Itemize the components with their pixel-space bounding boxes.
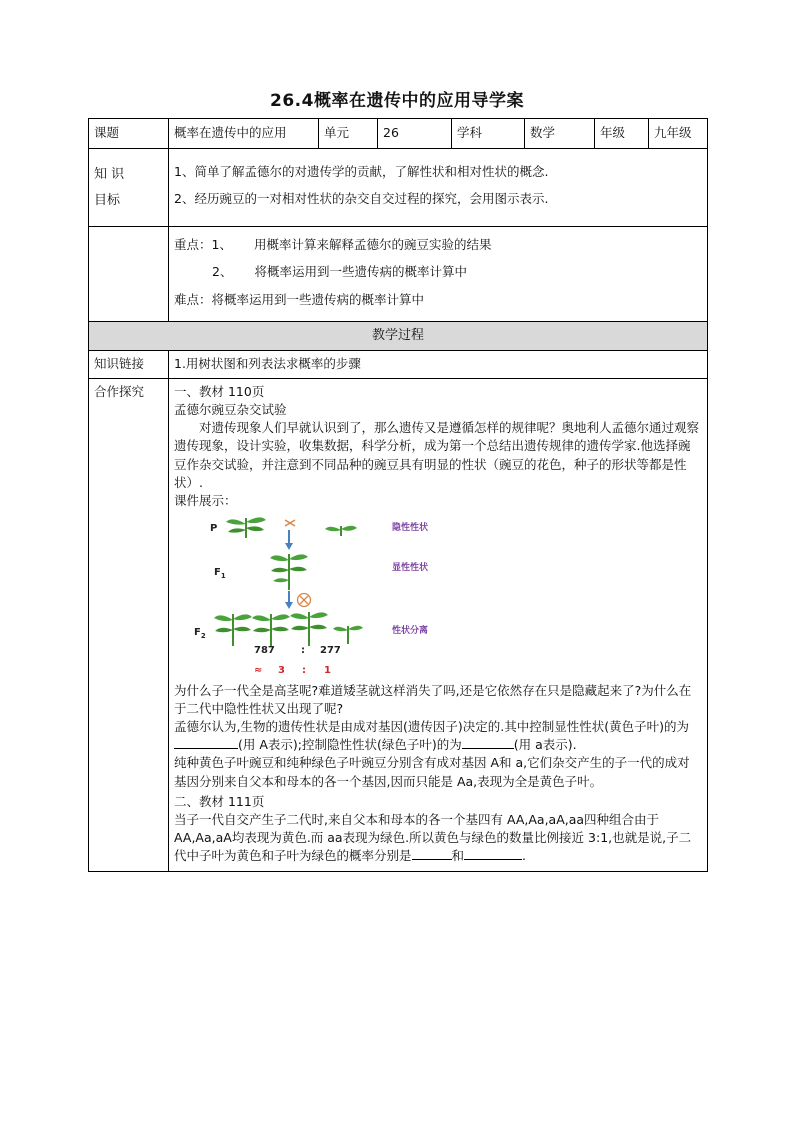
paragraph-history: 对遗传现象人们早就认识到了，那么遗传又是遵循怎样的规律呢？奥地利人孟德尔通过观察遗传现象，设计实验，收集数据，科学分析，成为第一个总结出遗传规律的遗传学家.他选择豌豆作杂交试验，并注意到不同品种的豌豆具有明显的性状（豌豆的花色，种子的形状等都是性状）. bbox=[174, 420, 700, 490]
study-sheet-table bbox=[88, 118, 708, 872]
ratio-approx: ≈ bbox=[254, 664, 263, 676]
selfing-symbol-icon bbox=[296, 592, 312, 608]
f2-short-pea-plant-icon bbox=[332, 620, 364, 644]
goals-label-line2: 目标 bbox=[94, 192, 121, 208]
blank-recessive-gene[interactable] bbox=[462, 736, 514, 749]
figure-f2-label: $F_2$ bbox=[194, 626, 206, 640]
grade-value: 九年级 bbox=[649, 119, 708, 149]
count-colon: : bbox=[301, 644, 305, 656]
gene-paragraph: 孟德尔认为,生物的遗传性状是由成对基因(遗传因子)决定的.其中控制显性性状(黄色子叶)的为(用 A表示);控制隐性性状(绿色子叶)的为 (用 a表示). bbox=[174, 719, 689, 753]
unit-value: 26 bbox=[378, 119, 452, 149]
trait-recessive-label: 隐性性状 bbox=[392, 522, 429, 533]
figure-f1-label: $F_1$ bbox=[214, 566, 226, 580]
figure-p-label: P bbox=[210, 522, 218, 534]
unit-label: 单元 bbox=[319, 119, 378, 149]
short-pea-plant-icon bbox=[324, 518, 358, 536]
header-row bbox=[89, 119, 708, 149]
explore-label: 合作探究 bbox=[89, 379, 169, 872]
question-paragraph: 为什么子一代全是高茎呢?难道矮茎就这样消失了吗,还是它依然存在只是隐藏起来了?为什么在于二代中隐性性状又出现了呢? bbox=[174, 682, 692, 716]
grade-label: 年级 bbox=[595, 119, 649, 149]
key-points-row bbox=[89, 227, 708, 322]
pea-cross-figure bbox=[194, 512, 454, 680]
probability-paragraph: 当子一代自交产生子二代时,来自父本和母本的各一个基四有 AA,Aa,aA,aa四种组合由于 AA,Aa,aA均表现为黄色.而 aa表现为绿色.所以黄色与绿色的数量比例接近 3:1,也就是说,子二代中子叶为黄色和子叶为绿色的概率分别是 和 . bbox=[174, 811, 692, 863]
link-label: 知识链接 bbox=[89, 351, 169, 379]
process-band: 教学过程 bbox=[89, 322, 708, 351]
key-point-2-text: 将概率运用到一些遗传病的概率计算中 bbox=[254, 264, 467, 280]
count-tall: 787 bbox=[254, 644, 275, 656]
blank-dominant-gene[interactable] bbox=[174, 736, 238, 749]
key-point-1-prefix: 重点：1、 bbox=[174, 237, 232, 253]
blank-yellow-probability[interactable] bbox=[412, 847, 452, 860]
ratio-colon: : bbox=[302, 664, 306, 676]
key-point-2-prefix: 2、 bbox=[212, 264, 233, 280]
discipline-label: 学科 bbox=[452, 119, 525, 149]
f2-pea-plant-icon bbox=[250, 610, 292, 646]
key-point-1 bbox=[174, 236, 702, 254]
section1-head: 一、教材 110页 bbox=[174, 384, 265, 399]
explore-row bbox=[89, 379, 708, 872]
down-arrow-icon bbox=[285, 530, 293, 550]
link-text: 1.用树状图和列表法求概率的步骤 bbox=[169, 351, 708, 379]
goal-item: 1、简单了解孟德尔的对遗传学的贡献，了解性状和相对性状的概念. bbox=[174, 163, 549, 179]
key-points-content bbox=[169, 227, 708, 322]
count-short: 277 bbox=[320, 644, 341, 656]
f1-pea-plant-icon bbox=[268, 550, 310, 590]
ratio-recessive: 1 bbox=[324, 664, 331, 676]
discipline-value: 数学 bbox=[525, 119, 595, 149]
process-band-row bbox=[89, 322, 708, 351]
f2-pea-plant-icon bbox=[212, 610, 254, 646]
tall-pea-plant-icon bbox=[224, 512, 268, 538]
link-row bbox=[89, 351, 708, 379]
down-arrow-icon bbox=[285, 591, 293, 609]
subject-value: 概率在遗传中的应用 bbox=[169, 119, 319, 149]
goals-label bbox=[89, 149, 169, 227]
blank-green-probability[interactable] bbox=[464, 847, 522, 860]
goals-label-line1: 知 识 bbox=[94, 166, 125, 182]
trait-dominant-label: 显性性状 bbox=[392, 562, 429, 573]
cross-symbol-icon bbox=[283, 518, 297, 528]
hybrid-paragraph: 纯种黄色子叶豌豆和纯种绿色子叶豌豆分别含有成对基因 A和 a,它们杂交产生的子一代的成对基因分别来自父本和母本的各一个基因,因而只能是 Aa,表现为全是黄色子叶。 bbox=[174, 755, 690, 789]
difficulty: 难点：将概率运用到一些遗传病的概率计算中 bbox=[174, 291, 425, 307]
ratio-dominant: 3 bbox=[278, 664, 285, 676]
goals-content bbox=[169, 149, 708, 227]
goals-row bbox=[89, 149, 708, 227]
goal-item: 2、经历豌豆的一对相对性状的杂交自交过程的探究，会用图示表示. bbox=[174, 191, 549, 206]
page-title: 26.4概率在遗传中的应用导学案 bbox=[270, 91, 524, 111]
f2-pea-plant-icon bbox=[288, 608, 330, 646]
key-point-2 bbox=[174, 263, 702, 281]
trait-segregation-label: 性状分离 bbox=[392, 625, 429, 636]
key-point-1-text: 用概率计算来解释孟德尔的豌豆实验的结果 bbox=[253, 237, 492, 253]
subject-label: 课题 bbox=[89, 119, 169, 149]
courseware-label: 课件展示： bbox=[174, 492, 237, 508]
section1-sub: 孟德尔豌豆杂交试验 bbox=[174, 402, 287, 418]
key-points-label-empty bbox=[89, 227, 169, 322]
section2-head: 二、教材 111页 bbox=[174, 793, 265, 809]
explore-content bbox=[169, 379, 708, 872]
